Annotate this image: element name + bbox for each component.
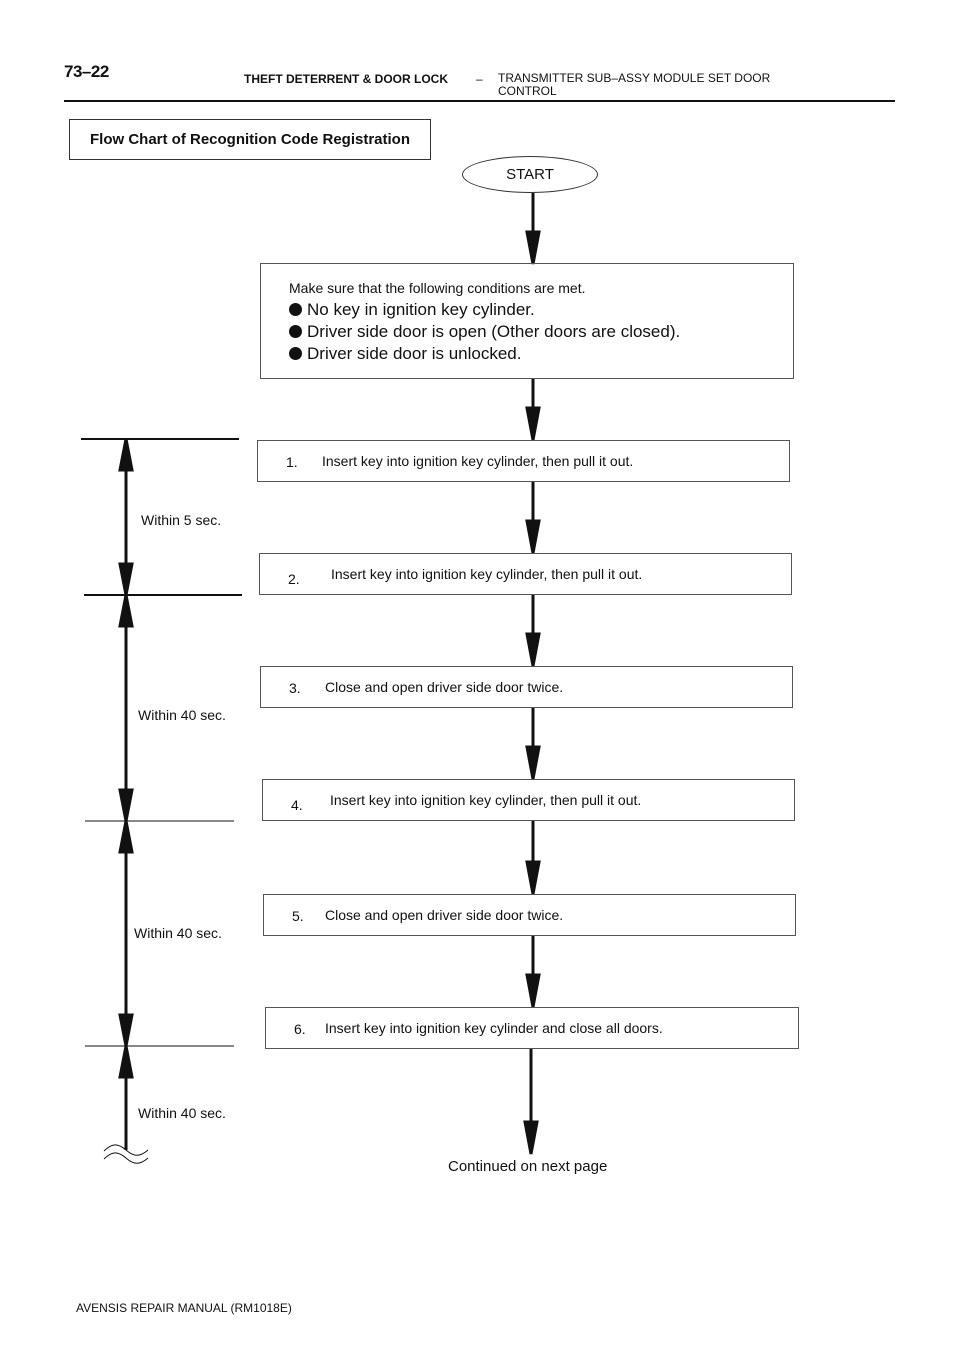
- timing-arrowhead: [120, 564, 132, 595]
- step-box-5: [263, 894, 796, 936]
- footer-manual-title: AVENSIS REPAIR MANUAL (RM1018E): [76, 1301, 292, 1315]
- step-text: Close and open driver side door twice.: [325, 679, 564, 695]
- conditions-box: [260, 263, 794, 379]
- step-box-2: [259, 553, 792, 595]
- step-text: Close and open driver side door twice.: [325, 907, 564, 923]
- step-number: 1.: [286, 454, 298, 470]
- timing-arrowhead: [120, 439, 132, 470]
- connector-arrowhead: [525, 1122, 537, 1154]
- step-box-4: [262, 779, 795, 821]
- chart-title: Flow Chart of Recognition Code Registration: [69, 119, 431, 160]
- step-number: 3.: [289, 680, 301, 696]
- step-text: Insert key into ignition key cylinder, then pull it out.: [322, 453, 634, 469]
- step-number: 5.: [292, 908, 304, 924]
- connector-arrowhead: [527, 975, 539, 1007]
- connector-arrowhead: [527, 862, 539, 894]
- timing-arrowhead: [120, 821, 132, 852]
- timing-arrowhead: [120, 790, 132, 821]
- timing-arrowhead: [120, 1046, 132, 1077]
- bullet-icon: [289, 325, 302, 338]
- start-terminal: START: [462, 156, 598, 193]
- step-box-1: [257, 440, 790, 482]
- step-number: 2.: [288, 571, 300, 587]
- condition-item: Driver side door is unlocked.: [289, 344, 521, 364]
- connector-arrowhead: [527, 408, 539, 440]
- bullet-icon: [289, 303, 302, 316]
- condition-item: No key in ignition key cylinder.: [289, 300, 535, 320]
- condition-item: Driver side door is open (Other doors are closed).: [289, 322, 680, 342]
- conditions-intro: Make sure that the following conditions are met.: [289, 280, 586, 296]
- header-subsection: TRANSMITTER SUB–ASSY MODULE SET DOOR CONTROL: [498, 71, 771, 98]
- timing-arrowhead: [120, 595, 132, 626]
- timing-arrowhead: [120, 1015, 132, 1046]
- header-separator: –: [476, 72, 483, 86]
- timing-label: Within 40 sec.: [138, 707, 226, 723]
- header-section: THEFT DETERRENT & DOOR LOCK: [244, 72, 448, 86]
- page-number: 73–22: [64, 62, 109, 81]
- connector-arrowhead: [527, 232, 539, 264]
- timing-label: Within 40 sec.: [134, 925, 222, 941]
- step-text: Insert key into ignition key cylinder, then pull it out.: [331, 566, 643, 582]
- step-box-3: [260, 666, 793, 708]
- step-number: 4.: [291, 797, 303, 813]
- bullet-icon: [289, 347, 302, 360]
- connector-arrowhead: [527, 634, 539, 666]
- timing-label: Within 5 sec.: [141, 512, 222, 528]
- step-text: Insert key into ignition key cylinder, then pull it out.: [330, 792, 642, 808]
- continued-note: Continued on next page: [448, 1158, 608, 1175]
- connector-arrowhead: [527, 521, 539, 553]
- step-box-6: [265, 1007, 799, 1049]
- step-number: 6.: [294, 1021, 306, 1037]
- connector-arrowhead: [527, 747, 539, 779]
- step-text: Insert key into ignition key cylinder and close all doors.: [325, 1020, 663, 1036]
- timing-label: Within 40 sec.: [138, 1105, 226, 1121]
